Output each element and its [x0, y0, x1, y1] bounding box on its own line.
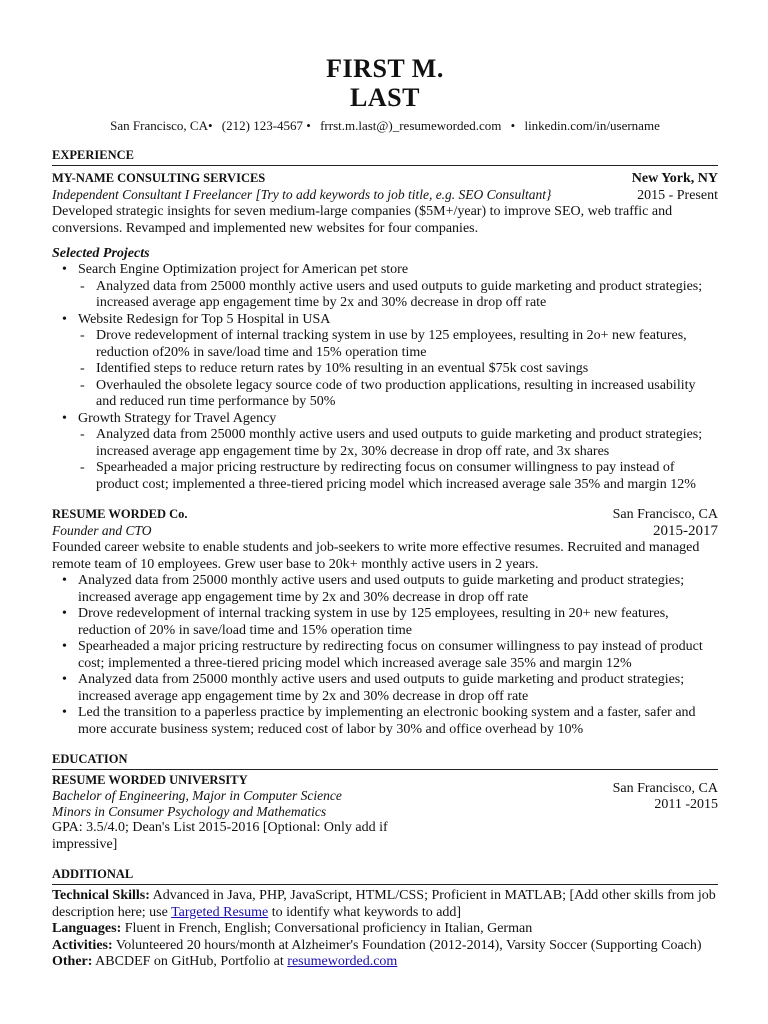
- project-detail: - Drove redevelopment of internal tracking system in use by 125 employees, resulting in 2o+ new features, reduction of20% in save/load time and 15% operation time: [52, 328, 718, 361]
- projects-heading: Selected Projects: [52, 246, 150, 261]
- job-2-bullet: • Analyzed data from 25000 monthly active users and used outputs to guide marketing and product strategies; increased average app engagement time by 2x and 30% decrease in drop off rate: [52, 672, 718, 705]
- experience-heading: EXPERIENCE: [52, 148, 718, 166]
- minors: Minors in Consumer Psychology and Mathematics: [52, 804, 327, 819]
- project-detail: - Analyzed data from 25000 monthly active users and used outputs to guide marketing and product strategies; increased average app engagement time by 2x and 30% decrease in drop off rate: [52, 279, 718, 312]
- name-line-1: FIRST M.: [326, 54, 444, 83]
- job-2-bullet: • Spearheaded a major pricing restructure by redirecting focus on consumer willingness to pay instead of product cost; implemented a three-tiered pricing model which increased average sale 35% and margin 12%: [52, 639, 718, 672]
- gpa: GPA: 3.5/4.0; Dean's List 2015-2016 [Optional: Only add if impressive]: [52, 820, 388, 852]
- languages: [52, 921, 718, 938]
- contact-separator: •: [510, 118, 516, 133]
- technical-text: Advanced in Java, PHP, JavaScript, HTML/CSS; Proficient in MATLAB; [Add other skills from job description here; use: [52, 888, 716, 920]
- resume-name: [52, 54, 718, 112]
- job-1-location: New York, NY: [631, 171, 718, 186]
- project-detail: - Spearheaded a major pricing restructure by redirecting focus on consumer willingness to pay instead of product cost; implemented a three-tiered pricing model which increased average sale 35% and margin 12%: [52, 460, 718, 493]
- school-name: RESUME WORDED UNIVERSITY: [52, 773, 248, 787]
- other-label: Other:: [52, 954, 93, 969]
- other-text: ABCDEF on GitHub, Portfolio at: [95, 954, 284, 969]
- activities-text: Volunteered 20 hours/month at Alzheimer's Foundation (2012-2014), Varsity Soccer (Supporting Coach): [115, 937, 702, 953]
- resumeworded-link[interactable]: resumeworded.com: [287, 954, 398, 969]
- targeted-resume-link[interactable]: Targeted Resume: [171, 904, 269, 920]
- job-2-bullet: • Analyzed data from 25000 monthly active users and used outputs to guide marketing and product strategies; increased average app engagement time by 2x and 30% decrease in drop off rate: [52, 573, 718, 606]
- job-1: [52, 171, 718, 493]
- project-detail: - Identified steps to reduce return rates by 10% resulting in an eventual $75k cost savings: [52, 361, 718, 378]
- job-2-bullet: • Led the transition to a paperless practice by implementing an electronic booking system and a faster, safer and more accurate business system; reduced cost of labor by 30% and office overhead by 10%: [52, 705, 718, 738]
- project-item: • Search Engine Optimization project for American pet store: [52, 262, 718, 279]
- technical-skills: [52, 888, 718, 921]
- contact-linkedin[interactable]: linkedin.com/in/username: [524, 118, 660, 133]
- job-2-bullet: • Drove redevelopment of internal tracking system in use by 125 employees, resulting in 20+ new features, reduction of 20% in save/load time and 15% operation time: [52, 606, 718, 639]
- technical-tail: to identify what keywords to add]: [271, 904, 462, 920]
- job-2-title: Founder and CTO: [52, 523, 152, 538]
- job-1-dates: 2015 - Present: [637, 188, 718, 203]
- education-entry: [52, 773, 718, 853]
- name-line-2: LAST: [350, 83, 420, 112]
- job-2-bullets: [52, 573, 718, 738]
- activities-label: Activities:: [52, 937, 113, 953]
- degree: Bachelor of Engineering, Major in Computer Science: [52, 788, 342, 803]
- contact-line: [52, 118, 718, 134]
- languages-label: Languages:: [52, 921, 122, 936]
- project-list: [52, 262, 718, 493]
- project-detail: - Analyzed data from 25000 monthly active users and used outputs to guide marketing and product strategies; increased average app engagement time by 2x, 30% decrease in drop off rate, and 3x shares: [52, 427, 718, 460]
- other: [52, 954, 718, 971]
- languages-text: Fluent in French, English; Conversational proficiency in Italian, German: [124, 921, 533, 936]
- contact-location: San Francisco, CA•: [110, 118, 213, 133]
- job-1-org: MY-NAME CONSULTING SERVICES: [52, 171, 266, 185]
- job-2: [52, 507, 718, 738]
- activities: [52, 938, 718, 955]
- project-item: • Growth Strategy for Travel Agency: [52, 411, 718, 428]
- job-1-summary: Developed strategic insights for seven medium-large companies ($5M+/year) to improve SEO, web traffic and conversions. Revamped and implemented new websites for four companies.: [52, 204, 673, 236]
- project-item: • Website Redesign for Top 5 Hospital in USA: [52, 312, 718, 329]
- additional-heading: ADDITIONAL: [52, 867, 718, 885]
- job-2-dates: 2015-2017: [653, 523, 718, 539]
- school-dates: 2011 -2015: [654, 797, 718, 812]
- project-detail: - Overhauled the obsolete legacy source code of two production applications, resulting in increased usability and reduced run time performance by 50%: [52, 378, 718, 411]
- contact-email: frrst.m.last@)_resumeworded.com: [320, 118, 502, 133]
- job-2-location: San Francisco, CA: [612, 507, 718, 522]
- additional-section: [52, 888, 718, 971]
- education-heading: EDUCATION: [52, 752, 718, 770]
- technical-label: Technical Skills:: [52, 888, 150, 903]
- job-2-summary: Founded career website to enable students and job-seekers to write more effective resumes. Recruited and managed remote team of 10 employees. Grew user base to 20k+ monthly active users in 2 years.: [52, 540, 700, 572]
- resume-page: [52, 54, 718, 971]
- job-2-org: RESUME WORDED Co.: [52, 507, 188, 521]
- job-1-title: Independent Consultant I Freelancer [Try to add keywords to job title, e.g. SEO Consultant}: [52, 187, 552, 202]
- contact-phone: (212) 123-4567 •: [221, 118, 311, 133]
- school-location: San Francisco, CA: [612, 781, 718, 796]
